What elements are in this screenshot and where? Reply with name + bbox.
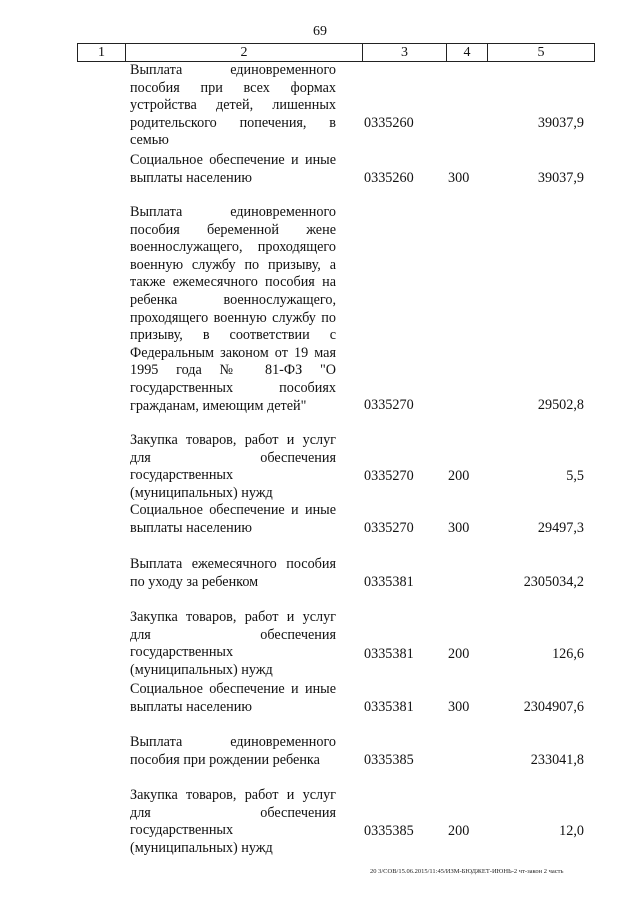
table-header [77, 43, 595, 62]
row-code: 0335381 [364, 699, 414, 715]
page-number: 69 [313, 24, 327, 39]
row-code: 0335385 [364, 752, 414, 768]
row-amount: 2304907,6 [523, 699, 584, 715]
row-code: 0335260 [364, 115, 414, 131]
row-type: 200 [448, 468, 470, 484]
row-amount: 126,6 [552, 646, 584, 662]
row-description: Социальное обеспечение и иные выплаты населению [130, 152, 336, 186]
row-amount: 12,0 [559, 823, 584, 839]
row-amount: 5,5 [566, 468, 584, 484]
row-description: Закупка товаров, работ и услуг для обеспечения государственных (муниципальных) нужд [130, 787, 336, 856]
row-code: 0335270 [364, 397, 414, 413]
row-type: 300 [448, 170, 470, 186]
row-type: 300 [448, 699, 470, 715]
row-description: Выплата ежемесячного пособия по уходу за ребенком [130, 556, 336, 590]
row-code: 0335381 [364, 574, 414, 590]
row-code: 0335260 [364, 170, 414, 186]
header-col-5: 5 [537, 45, 545, 60]
document-footer: 20 3/СОВ/15.06.2015/11:45/ИЗМ-БЮДЖЕТ-ИЮНЬ-2 чт-закон 2 часть [370, 868, 564, 875]
row-amount: 233041,8 [530, 752, 584, 768]
row-code: 0335385 [364, 823, 414, 839]
row-description: Выплата единовременного пособия при рождении ребенка [130, 734, 336, 768]
row-description: Закупка товаров, работ и услуг для обеспечения государственных (муниципальных) нужд [130, 432, 336, 501]
row-amount: 2305034,2 [523, 574, 584, 590]
row-amount: 39037,9 [537, 170, 584, 186]
header-col-2: 2 [126, 44, 363, 61]
header-col-3: 3 [363, 44, 447, 61]
row-type: 300 [448, 520, 470, 536]
row-code: 0335270 [364, 468, 414, 484]
row-description: Социальное обеспечение и иные выплаты населению [130, 681, 336, 715]
row-amount: 29497,3 [537, 520, 584, 536]
row-description: Социальное обеспечение и иные выплаты населению [130, 502, 336, 536]
row-description: Выплата единовременного пособия при всех формах устройства детей, лишенных родительского попечения, в семью [130, 62, 336, 149]
row-type: 200 [448, 646, 470, 662]
row-code: 0335270 [364, 520, 414, 536]
header-col-4: 4 [447, 44, 488, 61]
row-amount: 29502,8 [537, 397, 584, 413]
row-description: Выплата единовременного пособия беременной жене военнослужащего, проходящего военную службу по призыву, а также ежемесячного пособия на ребенка военнослужащего, проходящего военную службу по призыву, в соответствии с Федеральным законом от 19 мая 1995 года № 81-ФЗ "О государственных пособиях гражданам, имеющим детей" [130, 204, 336, 414]
row-code: 0335381 [364, 646, 414, 662]
header-col-1: 1 [78, 44, 126, 61]
row-type: 200 [448, 823, 470, 839]
row-amount: 39037,9 [537, 115, 584, 131]
row-description: Закупка товаров, работ и услуг для обеспечения государственных (муниципальных) нужд [130, 609, 336, 678]
